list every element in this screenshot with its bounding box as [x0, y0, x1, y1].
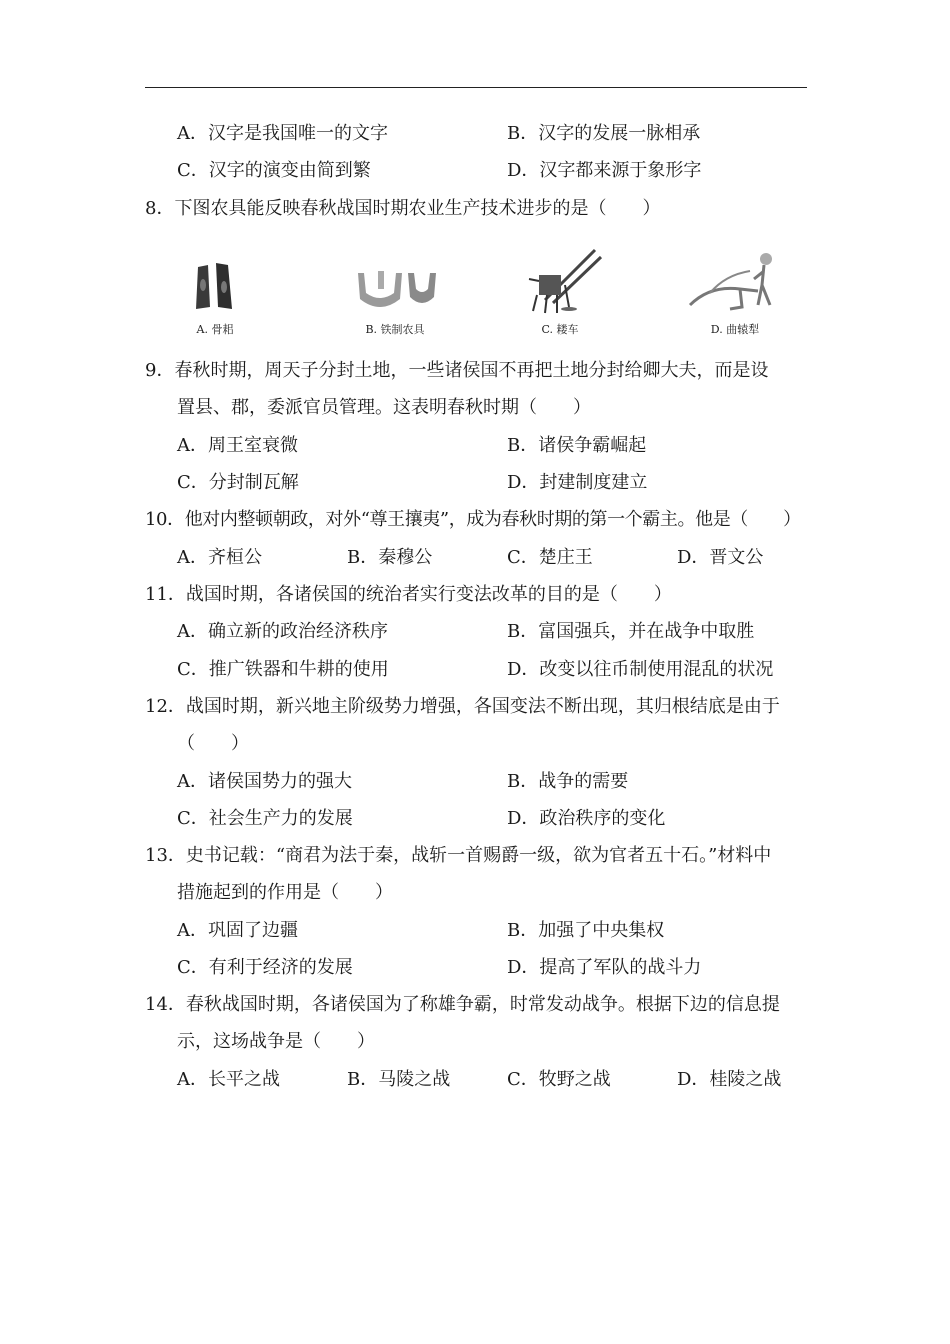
q12-option-c[interactable]: C．社会生产力的发展 [177, 808, 353, 829]
q8-caption-a: A. 骨耜 [196, 323, 234, 336]
q10-option-d[interactable]: D．晋文公 [677, 547, 764, 568]
q11-option-b[interactable]: B．富国强兵，并在战争中取胜 [507, 621, 755, 642]
q10-option-b[interactable]: B．秦穆公 [347, 547, 433, 568]
q10-stem: 10．他对内整顿朝政，对外“尊王攘夷”，成为春秋时期的第一个霸主。他是（ ） [145, 509, 801, 530]
q8-figure-a[interactable] [155, 245, 275, 345]
q14-option-b[interactable]: B．马陵之战 [347, 1069, 451, 1090]
q14-stem-line1: 14．春秋战国时期，各诸侯国为了称雄争霸，时常发动战争。根据下边的信息提 [145, 994, 780, 1015]
q7-option-d[interactable]: D．汉字都来源于象形字 [507, 160, 702, 181]
q8-figure-c[interactable] [500, 245, 620, 345]
q14-option-a[interactable]: A．长平之战 [177, 1069, 280, 1090]
q8-figure-b[interactable] [335, 245, 455, 345]
q13-stem-line2: 措施起到的作用是（ ） [177, 882, 393, 903]
q10-option-c[interactable]: C．楚庄王 [507, 547, 593, 568]
q13-stem-line1: 13．史书记载：“商君为法于秦，战斩一首赐爵一级，欲为官者五十石。”材料中 [145, 845, 772, 866]
q7-option-c[interactable]: C．汉字的演变由简到繁 [177, 160, 371, 181]
q8-caption-c: C. 耧车 [541, 323, 579, 336]
q8-figures [175, 245, 795, 345]
q11-stem: 11．战国时期，各诸侯国的统治者实行变法改革的目的是（ ） [145, 584, 672, 605]
seed-drill-icon [515, 245, 605, 320]
header-rule [145, 87, 807, 88]
curved-plough-icon [680, 245, 790, 320]
q9-option-c[interactable]: C．分封制瓦解 [177, 472, 299, 493]
q13-option-a[interactable]: A．巩固了边疆 [177, 920, 298, 941]
q9-option-b[interactable]: B．诸侯争霸崛起 [507, 435, 647, 456]
q9-stem-line1: 9．春秋时期，周天子分封土地，一些诸侯国不再把土地分封给卿大夫，而是设 [145, 360, 769, 381]
iron-tools-icon [350, 245, 440, 315]
q7-option-b[interactable]: B．汉字的发展一脉相承 [507, 123, 701, 144]
q14-stem-line2: 示，这场战争是（ ） [177, 1031, 375, 1052]
bone-spade-icon [180, 245, 250, 315]
q12-stem-line2: （ ） [177, 733, 249, 754]
q8-figure-d[interactable] [675, 245, 795, 345]
q12-option-a[interactable]: A．诸侯国势力的强大 [177, 771, 352, 792]
q9-option-a[interactable]: A．周王室衰微 [177, 435, 298, 456]
q8-caption-b: B. 铁制农具 [365, 323, 425, 336]
q14-option-d[interactable]: D．桂陵之战 [677, 1069, 782, 1090]
q8-stem: 8．下图农具能反映春秋战国时期农业生产技术进步的是（ ） [145, 198, 661, 219]
q9-stem-line2: 置县、郡，委派官员管理。这表明春秋时期（ ） [177, 397, 591, 418]
q11-option-c[interactable]: C．推广铁器和牛耕的使用 [177, 659, 389, 680]
q14-option-c[interactable]: C．牧野之战 [507, 1069, 611, 1090]
q13-option-d[interactable]: D．提高了军队的战斗力 [507, 957, 702, 978]
q9-option-d[interactable]: D．封建制度建立 [507, 472, 648, 493]
q11-option-a[interactable]: A．确立新的政治经济秩序 [177, 621, 388, 642]
q11-option-d[interactable]: D．改变以往币制使用混乱的状况 [507, 659, 774, 680]
q13-option-c[interactable]: C．有利于经济的发展 [177, 957, 353, 978]
q12-option-d[interactable]: D．政治秩序的变化 [507, 808, 666, 829]
q12-stem-line1: 12．战国时期，新兴地主阶级势力增强，各国变法不断出现，其归根结底是由于 [145, 696, 780, 717]
q8-caption-d: D. 曲辕犁 [710, 323, 760, 336]
q13-option-b[interactable]: B．加强了中央集权 [507, 920, 665, 941]
q10-option-a[interactable]: A．齐桓公 [177, 547, 262, 568]
q12-option-b[interactable]: B．战争的需要 [507, 771, 629, 792]
q7-option-a[interactable]: A．汉字是我国唯一的文字 [177, 123, 388, 144]
